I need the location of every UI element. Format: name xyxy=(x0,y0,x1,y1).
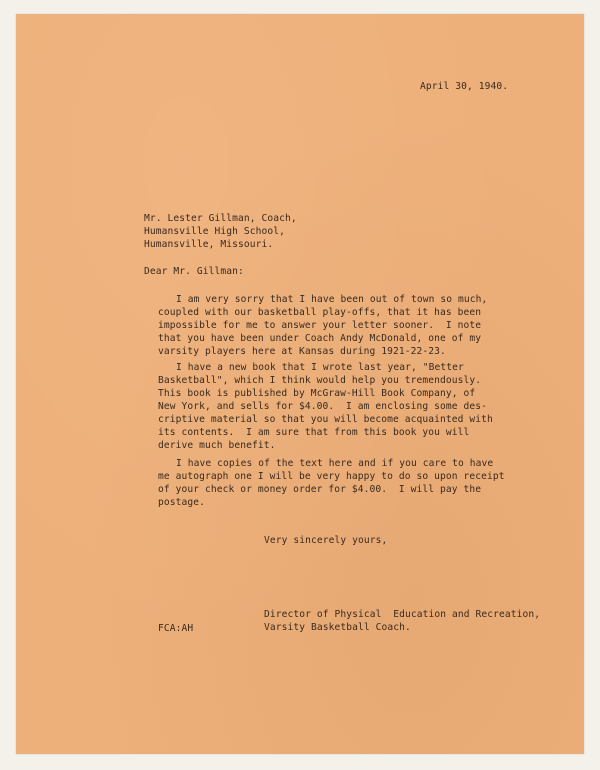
paragraph-line: criptive material so that you will become acquainted with xyxy=(158,414,493,425)
complimentary-closing: Very sincerely yours, xyxy=(264,535,388,546)
signature-block xyxy=(264,608,540,634)
recipient-line: Humansville High School, xyxy=(144,226,286,237)
paragraph-line: me autograph one I will be very happy to do so upon receipt xyxy=(158,471,505,482)
recipient-line: Mr. Lester Gillman, Coach, xyxy=(144,213,297,224)
salutation: Dear Mr. Gillman: xyxy=(144,266,244,277)
paragraph-line: that you have been under Coach Andy McDonald, one of my xyxy=(158,333,482,344)
paragraph-line: New York, and sells for $4.00. I am enclosing some des- xyxy=(158,401,488,412)
paragraph-line: I have a new book that I wrote last year, "Better xyxy=(176,362,464,373)
recipient-line: Humansville, Missouri. xyxy=(144,239,274,250)
paragraph-line: coupled with our basketball play-offs, that it has been xyxy=(158,307,482,318)
paragraph-line: impossible for me to answer your letter sooner. I note xyxy=(158,320,482,331)
paragraph-line: I have copies of the text here and if you care to have xyxy=(176,458,494,469)
letter-page xyxy=(16,14,584,754)
body-paragraph-1 xyxy=(158,293,487,358)
paragraph-line: This book is published by McGraw-Hill Book Company, of xyxy=(158,388,476,399)
paragraph-line: I am very sorry that I have been out of town so much, xyxy=(176,294,488,305)
typist-initials: FCA:AH xyxy=(158,623,194,634)
paragraph-line: Basketball", which I think would help you tremendously. xyxy=(158,375,482,386)
body-paragraph-3 xyxy=(158,457,505,509)
paragraph-line: varsity players here at Kansas during 1921-22-23. xyxy=(158,346,446,357)
body-paragraph-2 xyxy=(158,361,493,452)
signature-line: Varsity Basketball Coach. xyxy=(264,622,411,633)
paragraph-line: of your check or money order for $4.00. I will pay the xyxy=(158,484,482,495)
letter-date: April 30, 1940. xyxy=(420,81,509,92)
recipient-address xyxy=(144,212,297,251)
paragraph-line: derive much benefit. xyxy=(158,440,276,451)
paragraph-line: its contents. I am sure that from this book you will xyxy=(158,427,470,438)
signature-line: Director of Physical Education and Recreation, xyxy=(264,609,541,620)
paragraph-line: postage. xyxy=(158,497,206,508)
